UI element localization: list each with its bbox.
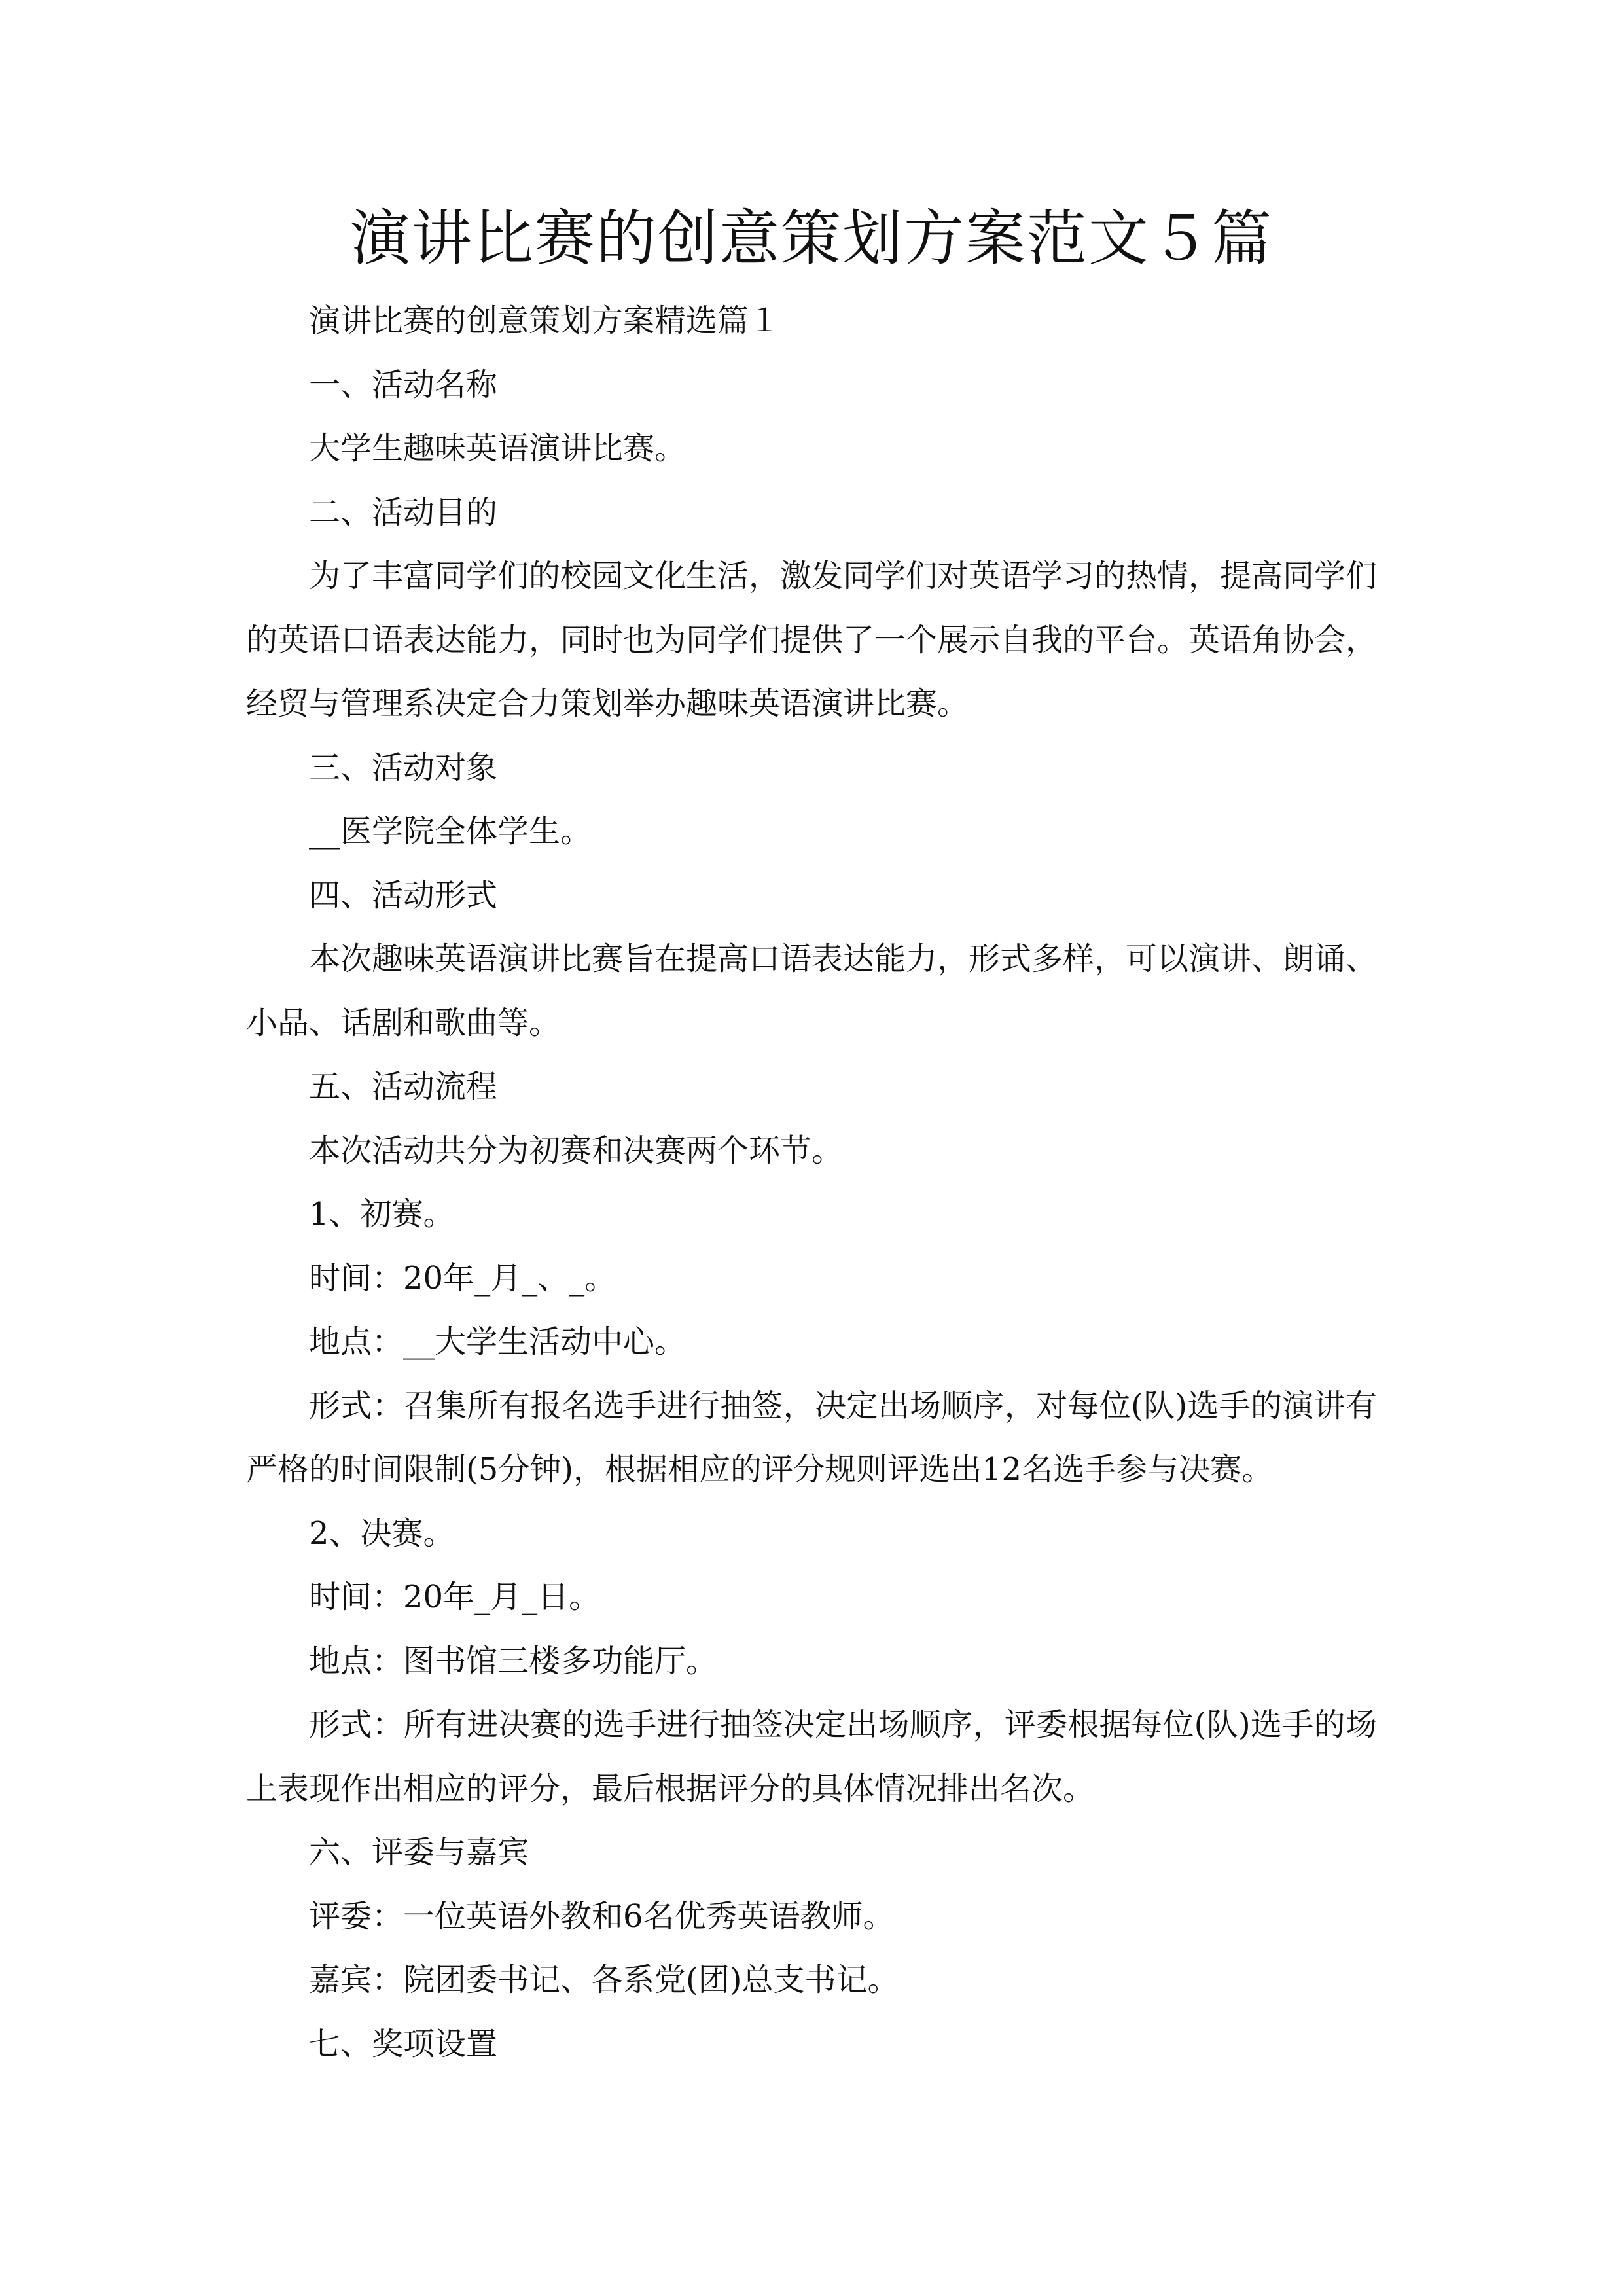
section-heading-activity-target: 三、活动对象 [309, 749, 498, 786]
paragraph: 形式：召集所有报名选手进行抽签，决定出场顺序，对每位(队)选手的演讲有严格的时间限制(5分钟)，根据相应的评分规则评选出12名选手参与决赛。 [246, 1387, 1377, 1488]
paragraph: __医学院全体学生。 [309, 813, 592, 850]
section-heading-awards: 七、奖项设置 [309, 2025, 498, 2062]
section-heading-activity-process: 五、活动流程 [309, 1068, 498, 1105]
subheading-final: 2、决赛。 [309, 1515, 455, 1552]
paragraph: 为了丰富同学们的校园文化生活，激发同学们对英语学习的热情，提高同学们的英语口语表达能力，同时也为同学们提供了一个展示自我的平台。英语角协会，经贸与管理系决定合力策划举办趣味英语演讲比赛。 [246, 558, 1378, 722]
subheading-preliminary: 1、初赛。 [309, 1196, 455, 1232]
paragraph: 地点：图书馆三楼多功能厅。 [309, 1642, 718, 1679]
section-heading-judges-guests: 六、评委与嘉宾 [309, 1834, 529, 1871]
paragraph: 大学生趣味英语演讲比赛。 [309, 430, 687, 467]
document-body [246, 289, 1377, 2076]
subtitle-paragraph: 演讲比赛的创意策划方案精选篇１ [309, 302, 781, 339]
paragraph: 时间：20年_月_、_。 [309, 1259, 616, 1297]
paragraph: 本次活动共分为初赛和决赛两个环节。 [309, 1132, 844, 1169]
document-title: 演讲比赛的创意策划方案范文５篇 [349, 204, 1273, 274]
paragraph: 嘉宾：院团委书记、各系党(团)总支书记。 [309, 1962, 899, 1998]
paragraph: 地点：__大学生活动中心。 [309, 1323, 687, 1360]
section-heading-activity-name: 一、活动名称 [309, 366, 498, 403]
paragraph: 本次趣味英语演讲比赛旨在提高口语表达能力，形式多样，可以演讲、朗诵、小品、话剧和歌曲等。 [246, 941, 1378, 1041]
paragraph: 时间：20年_月_日。 [309, 1579, 601, 1615]
section-heading-activity-form: 四、活动形式 [309, 876, 498, 914]
section-heading-activity-purpose: 二、活动目的 [309, 493, 498, 531]
paragraph: 评委：一位英语外教和6名优秀英语教师。 [309, 1897, 895, 1935]
paragraph: 形式：所有进决赛的选手进行抽签决定出场顺序，评委根据每位(队)选手的场上表现作出相应的评分，最后根据评分的具体情况排出名次。 [246, 1706, 1377, 1807]
